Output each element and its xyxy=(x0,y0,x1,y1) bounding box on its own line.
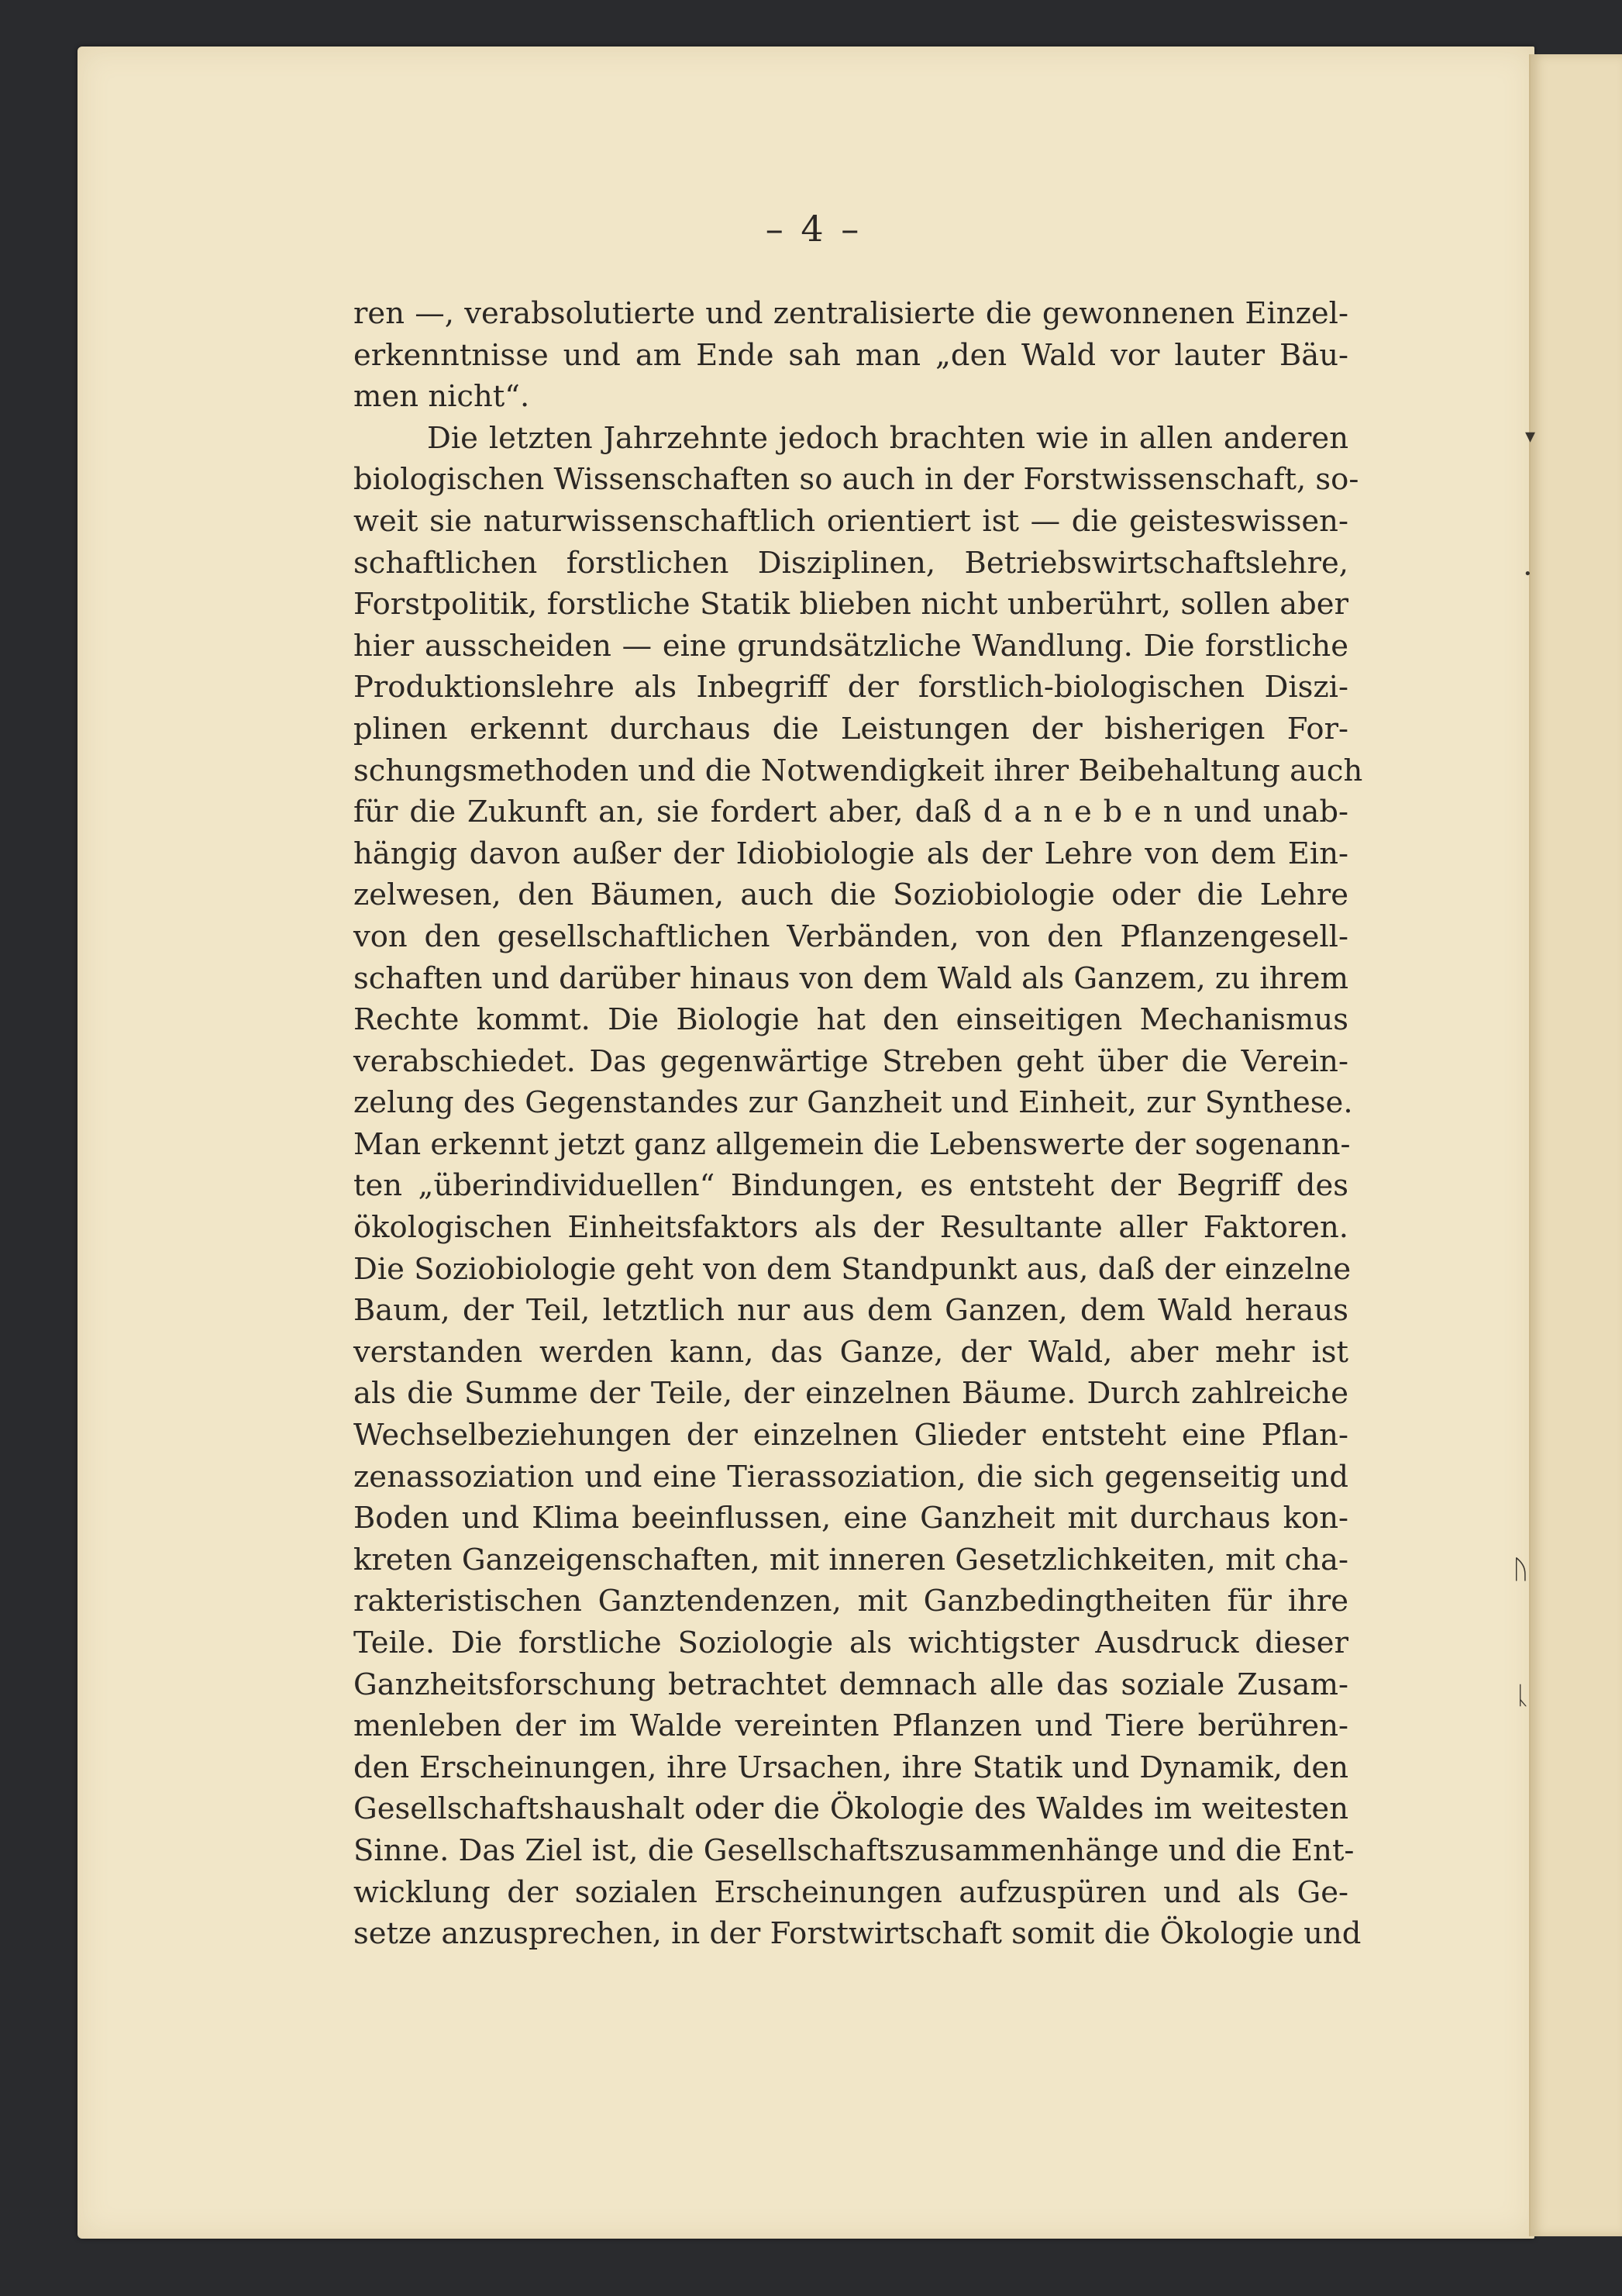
text-line: setze anzusprechen, in der Forstwirtschaft somit die Ökologie und xyxy=(353,1916,1362,1952)
next-page-edge xyxy=(1531,54,1622,2236)
margin-mark: • xyxy=(1524,566,1532,582)
text-line: Die letzten Jahrzehnte jedoch brachten wie in allen anderen xyxy=(427,420,1348,456)
margin-mark: ᚢ xyxy=(1513,1554,1529,1585)
text-line: als die Summe der Teile, der einzelnen Bäume. Durch zahlreiche xyxy=(353,1376,1348,1412)
text-line: schaften und darüber hinaus von dem Wald als Ganzem, zu ihrem xyxy=(353,960,1349,996)
text-line: erkenntnisse und am Ende sah man „den Wald vor lauter Bäu- xyxy=(353,337,1348,373)
text-line: men nicht“. xyxy=(353,379,530,415)
text-line: zelung des Gegenstandes zur Ganzheit und Einheit, zur Synthese. xyxy=(353,1085,1353,1121)
text-line: biologischen Wissenschaften so auch in der Forstwissenschaft, so- xyxy=(353,462,1359,498)
text-line: Gesellschaftshaushalt oder die Ökologie des Waldes im weitesten xyxy=(353,1791,1348,1827)
text-line: Baum, der Teil, letztlich nur aus dem Ganzen, dem Wald heraus xyxy=(353,1293,1348,1329)
text-line: kreten Ganzeigenschaften, mit inneren Gesetzlichkeiten, mit cha- xyxy=(353,1542,1348,1577)
text-line: verstanden werden kann, das Ganze, der Wald, aber mehr ist xyxy=(353,1334,1348,1370)
text-line: Wechselbeziehungen der einzelnen Glieder entsteht eine Pflan- xyxy=(353,1418,1348,1453)
text-line: schungsmethoden und die Notwendigkeit ihrer Beibehaltung auch xyxy=(353,753,1363,788)
text-line: den Erscheinungen, ihre Ursachen, ihre Statik und Dynamik, den xyxy=(353,1750,1348,1785)
text-line: für die Zukunft an, sie fordert aber, daß d a n e b e n und unab- xyxy=(353,795,1348,830)
text-line: hier ausscheiden — eine grundsätzliche Wandlung. Die forstliche xyxy=(353,628,1348,664)
text-line: Rechte kommt. Die Biologie hat den einseitigen Mechanismus xyxy=(353,1002,1348,1038)
text-line: hängig davon außer der Idiobiologie als der Lehre von dem Ein- xyxy=(353,836,1348,871)
text-line: von den gesellschaftlichen Verbänden, von den Pflanzengesell- xyxy=(353,919,1348,954)
text-line: wicklung der sozialen Erscheinungen aufzuspüren und als Ge- xyxy=(353,1874,1348,1910)
text-line: schaftlichen forstlichen Disziplinen, Betriebswirtschaftslehre, xyxy=(353,545,1348,581)
text-line: Produktionslehre als Inbegriff der forstlich-biologischen Diszi- xyxy=(353,670,1348,705)
text-line: rakteristischen Ganztendenzen, mit Ganzbedingtheiten für ihre xyxy=(353,1584,1348,1619)
text-line: menleben der im Walde vereinten Pflanzen und Tiere berühren- xyxy=(353,1708,1348,1744)
text-line: ren —, verabsolutierte und zentralisierte die gewonnenen Einzel- xyxy=(353,296,1348,331)
text-line: weit sie naturwissenschaftlich orientiert ist — die geisteswissen- xyxy=(353,503,1348,539)
text-line: plinen erkennt durchaus die Leistungen der bisherigen For- xyxy=(353,711,1348,746)
text-line: Sinne. Das Ziel ist, die Gesellschaftszusammenhänge und die Ent- xyxy=(353,1832,1355,1868)
text-line: Forstpolitik, forstliche Statik blieben nicht unberührt, sollen aber xyxy=(353,587,1348,622)
text-line: Boden und Klima beeinflussen, eine Ganzheit mit durchaus kon- xyxy=(353,1501,1348,1536)
text-line: verabschiedet. Das gegenwärtige Streben geht über die Verein- xyxy=(353,1043,1348,1079)
body-text xyxy=(353,293,1363,1955)
text-line: zenassoziation und eine Tierassoziation, die sich gegenseitig und xyxy=(353,1459,1348,1494)
text-line: Die Soziobiologie geht von dem Standpunkt aus, daß der einzelne xyxy=(353,1251,1352,1287)
text-line: Teile. Die forstliche Soziologie als wichtigster Ausdruck dieser xyxy=(353,1625,1348,1660)
text-line: Man erkennt jetzt ganz allgemein die Lebenswerte der sogenann- xyxy=(353,1126,1351,1162)
text-line: zelwesen, den Bäumen, auch die Soziobiologie oder die Lehre xyxy=(353,877,1348,913)
margin-mark: ▾ xyxy=(1525,425,1536,448)
page-number: – 4 – xyxy=(765,208,863,250)
text-line: ten „überindividuellen“ Bindungen, es entsteht der Begriff des xyxy=(353,1168,1348,1204)
margin-mark: ᚳ xyxy=(1515,1681,1531,1710)
text-line: ökologischen Einheitsfaktors als der Resultante aller Faktoren. xyxy=(353,1210,1348,1246)
text-line: Ganzheitsforschung betrachtet demnach alle das soziale Zusam- xyxy=(353,1667,1348,1702)
